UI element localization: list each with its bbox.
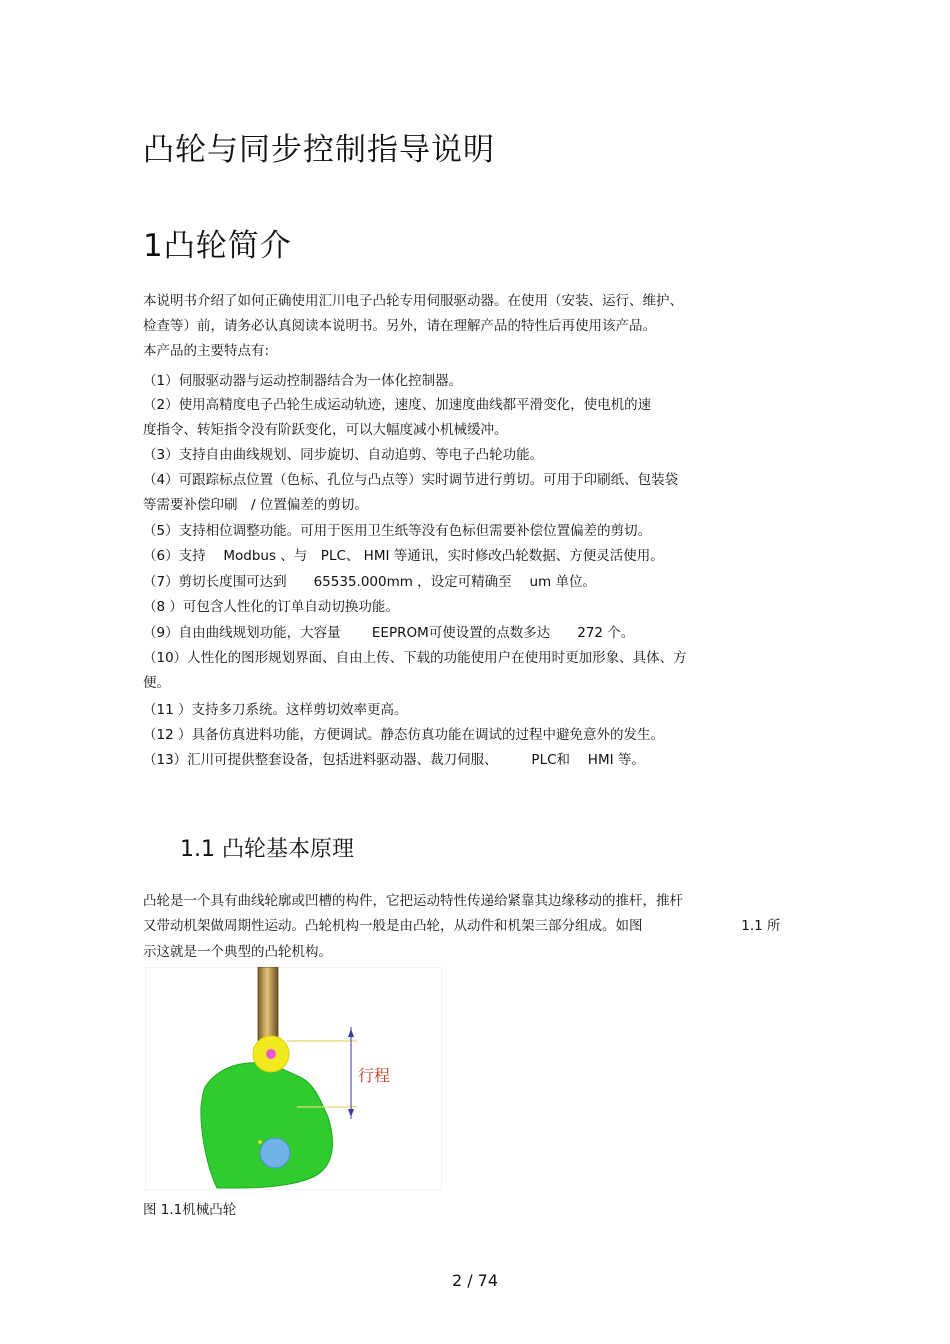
feature-line: 度指令、转矩指令没有阶跃变化，可以大幅度减小机械缓冲。: [143, 422, 508, 438]
feature-line: （1）伺服驱动器与运动控制器结合为一体化控制器。: [143, 373, 463, 389]
subsection-heading: 1.1 凸轮基本原理: [180, 837, 354, 862]
page-number: 2 / 74: [451, 1271, 499, 1290]
shaft-marker: [258, 1140, 262, 1144]
feature-line: （5）支持相位调整功能。可用于医用卫生纸等没有色标但需要补偿位置偏差的剪切。: [143, 523, 652, 539]
principle-line: 又带动机架做周期性运动。凸轮机构一般是由凸轮，从动件和机架三部分组成。如图 1.1 所: [143, 918, 781, 934]
stroke-label: 行程: [358, 1066, 391, 1085]
cam-mechanism-figure: [145, 967, 442, 1190]
push-rod: [258, 967, 278, 1047]
feature-line: 等需要补偿印刷 / 位置偏差的剪切。: [143, 497, 368, 513]
section-heading: 1凸轮简介: [143, 228, 292, 264]
intro-line: 本说明书介绍了如何正确使用汇川电子凸轮专用伺服驱动器。在使用（安装、运行、维护、: [143, 293, 683, 309]
cam-diagram: [145, 967, 442, 1190]
feature-line: （4）可跟踪标点位置（色标、孔位与凸点等）实时调节进行剪切。可用于印刷纸、包装袋: [143, 472, 679, 488]
intro-line: 本产品的主要特点有:: [143, 343, 270, 359]
feature-line: （3）支持自由曲线规划、同步旋切、自动追剪、等电子凸轮功能。: [143, 447, 544, 463]
feature-line: （8 ）可包含人性化的订单自动切换功能。: [143, 599, 399, 615]
feature-line: （6）支持 Modbus 、与 PLC、 HMI 等通讯，实时修改凸轮数据、方便灵活使用。: [143, 548, 664, 564]
principle-line: 示这就是一个典型的凸轮机构。: [143, 944, 332, 960]
feature-line: 便。: [143, 675, 170, 691]
intro-line: 检查等）前，请务必认真阅读本说明书。另外，请在理解产品的特性后再使用该产品。: [143, 318, 656, 334]
figure-caption: 图 1.1机械凸轮: [143, 1202, 237, 1218]
feature-line: （2）使用高精度电子凸轮生成运动轨迹，速度、加速度曲线都平滑变化，使电机的速: [143, 397, 652, 413]
feature-line: （10）人性化的图形规划界面、自由上传、下载的功能使用户在使用时更加形象、具体、方: [143, 650, 687, 666]
principle-line: 凸轮是一个具有曲线轮廓或凹槽的构件，它把运动特性传递给紧靠其边缘移动的推杆，推杆: [143, 893, 683, 909]
feature-line: （11 ）支持多刀系统。这样剪切效率更高。: [143, 702, 408, 718]
feature-line: （12 ）具备仿真进料功能，方便调试。静态仿真功能在调试的过程中避免意外的发生。: [143, 727, 664, 743]
feature-line: （7）剪切长度围可达到 65535.000mm ，设定可精确至 um 单位。: [143, 574, 596, 590]
document-title: 凸轮与同步控制指导说明: [143, 132, 495, 168]
cam-shaft: [260, 1138, 290, 1168]
feature-line: （9）自由曲线规划功能，大容量 EEPROM可使设置的点数多达 272 个。: [143, 625, 635, 641]
roller-pin: [266, 1049, 276, 1059]
feature-line: （13）汇川可提供整套设备，包括进料驱动器、裁刀伺服、 PLC和 HMI 等。: [143, 752, 645, 768]
